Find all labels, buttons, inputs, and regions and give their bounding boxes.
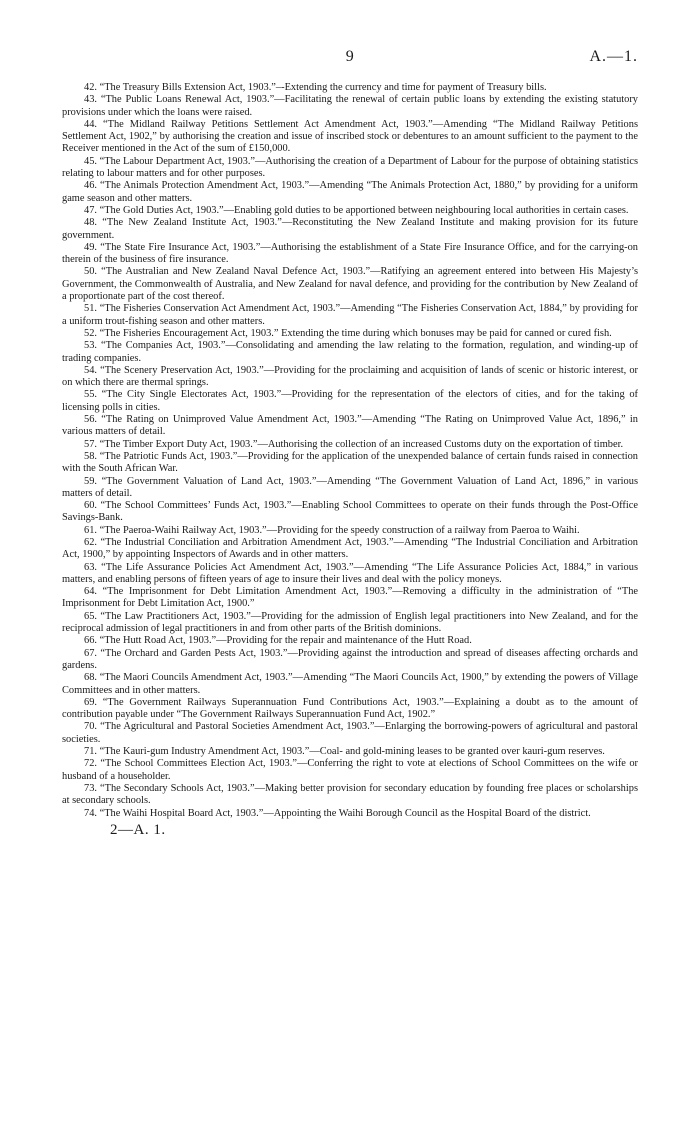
list-item: 69. “The Government Railways Superannuation Fund Contributions Act, 1903.”—Explaining a doubt as to the amount of contribution payable under “The Government Railways Superannuation Fund Act, 1902.” — [62, 696, 638, 721]
list-item: 46. “The Animals Protection Amendment Act, 1903.”—Amending “The Animals Protection Act, 1880,” by providing for a uniform game season and other matters. — [62, 180, 638, 204]
list-item: 59. “The Government Valuation of Land Act, 1903.”—Amending “The Government Valuation of Land Act, 1896,” in various matters of detail. — [62, 475, 638, 499]
page-header — [62, 48, 638, 68]
list-item: 65. “The Law Practitioners Act, 1903.”—Providing for the admission of English legal practitioners into New Zealand, and for the reciprocal admission of legal practitioners in and from other parts of the British dominions. — [62, 610, 638, 635]
list-item: 73. “The Secondary Schools Act, 1903.”—Making better provision for secondary education by founding free places or scholarships at secondary schools. — [62, 782, 638, 807]
page-number: 9 — [345, 48, 355, 65]
document-reference: A.—1. — [589, 48, 638, 65]
list-item: 60. “The School Committees’ Funds Act, 1903.”—Enabling School Committees to operate on their funds through the Post-Office Savings-Bank. — [62, 500, 638, 524]
list-item: 48. “The New Zealand Institute Act, 1903.”—Reconstituting the New Zealand Institute and making provision for its future government. — [62, 217, 638, 241]
list-item: 70. “The Agricultural and Pastoral Societies Amendment Act, 1903.”—Enlarging the borrowing-powers of agricultural and pastoral societies. — [62, 721, 638, 745]
list-item: 58. “The Patriotic Funds Act, 1903.”—Providing for the application of the unexpended balance of certain funds raised in connection with the South African War. — [62, 450, 638, 475]
page-signature: 2—A. 1. — [110, 821, 166, 838]
list-item: 44. “The Midland Railway Petitions Settlement Act Amendment Act, 1903.”—Amending “The Midland Railway Petitions Settlement Act, 1902,” by authorising the creation and issue of inscribed stock or debentures to an amount sufficient to the payment to the Receiver mentioned in the Act of the sum of £150,000. — [62, 118, 638, 155]
list-item: 54. “The Scenery Preservation Act, 1903.”—Providing for the proclaiming and acquisition of lands of scenic or historic interest, or on which there are thermal springs. — [62, 364, 638, 389]
list-item: 56. “The Rating on Unimproved Value Amendment Act, 1903.”—Amending “The Rating on Unimproved Value Act, 1896,” in various matters of detail. — [62, 414, 638, 438]
list-item: 49. “The State Fire Insurance Act, 1903.”—Authorising the establishment of a State Fire Insurance Office, and for the carrying-on therein of the business of fire insurance. — [62, 241, 638, 266]
list-item: 52. “The Fisheries Encouragement Act, 1903.” Extending the time during which bonuses may be paid for canned or cured fish. — [84, 327, 612, 339]
list-item: 74. “The Waihi Hospital Board Act, 1903.”—Appointing the Waihi Borough Council as the Hospital Board of the district. — [84, 807, 591, 819]
list-item: 67. “The Orchard and Garden Pests Act, 1903.”—Providing against the introduction and spread of diseases affecting orchards and gardens. — [62, 647, 638, 671]
list-item: 50. “The Australian and New Zealand Naval Defence Act, 1903.”—Ratifying an agreement entered into between His Majesty’s Government, the Commonwealth of Australia, and New Zealand for naval defence, and providing for the contribution by New Zealand of a proportionate part of the cost thereof. — [62, 266, 638, 303]
list-item: 62. “The Industrial Conciliation and Arbitration Amendment Act, 1903.”—Amending “The Industrial Conciliation and Arbitration Act, 1900,” by appointing Inspectors of Awards and in other matters. — [62, 536, 638, 561]
list-item: 61. “The Paeroa-Waihi Railway Act, 1903.”—Providing for the speedy construction of a railway from Paeroa to Waihi. — [84, 524, 580, 536]
list-item: 45. “The Labour Department Act, 1903.”—Authorising the creation of a Department of Labour for the purpose of obtaining statistics relating to labour matters and for other purposes. — [62, 155, 638, 180]
list-item: 42. “The Treasury Bills Extension Act, 1903.”–-Extending the currency and time for payment of Treasury bills. — [84, 82, 547, 93]
list-item: 66. “The Hutt Road Act, 1903.”—Providing for the repair and maintenance of the Hutt Road. — [84, 635, 472, 647]
list-item: 72. “The School Committees Election Act, 1903.”—Conferring the right to vote at elections of School Committees on the wife or husband of a householder. — [62, 758, 638, 782]
list-item: 43. “The Public Loans Renewal Act, 1903.”—Facilitating the renewal of certain public loans by extending the existing statutory provisions under which the loans were raised. — [62, 94, 638, 118]
list-item: 53. “The Companies Act, 1903.”—Consolidating and amending the law relating to the formation, regulation, and winding-up of trading companies. — [62, 340, 638, 364]
list-item: 57. “The Timber Export Duty Act, 1903.”—Authorising the collection of an increased Customs duty on the exportation of timber. — [84, 438, 624, 450]
list-item: 68. “The Maori Councils Amendment Act, 1903.”—Amending “The Maori Councils Act, 1900,” by extending the powers of Village Committees and in other matters. — [62, 672, 638, 696]
list-item: 47. “The Gold Duties Act, 1903.”—Enabling gold duties to be apportioned between neighbouring local authorities in certain cases. — [84, 204, 629, 216]
list-item: 64. “The Imprisonment for Debt Limitation Amendment Act, 1903.”—Removing a difficulty in the administration of “The Imprisonment for Debt Limitation Act, 1900.” — [62, 586, 638, 610]
list-item: 71. “The Kauri-gum Industry Amendment Act, 1903.”—Coal- and gold-mining leases to be granted over kauri-gum reserves. — [84, 746, 605, 758]
list-item: 51. “The Fisheries Conservation Act Amendment Act, 1903.”—Amending “The Fisheries Conservation Act, 1884,” by providing for a uniform trout-fishing season and other matters. — [62, 303, 638, 327]
list-item: 55. “The City Single Electorates Act, 1903.”—Providing for the representation of the electors of cities, and for the taking of licensing polls in cities. — [62, 389, 638, 413]
acts-list — [62, 82, 638, 836]
list-item: 63. “The Life Assurance Policies Act Amendment Act, 1903.”—Amending “The Life Assurance Policies Act, 1884,” in various matters, and enabling persons of fifteen years of age to insure their lives and deal with the policy moneys. — [62, 561, 638, 585]
